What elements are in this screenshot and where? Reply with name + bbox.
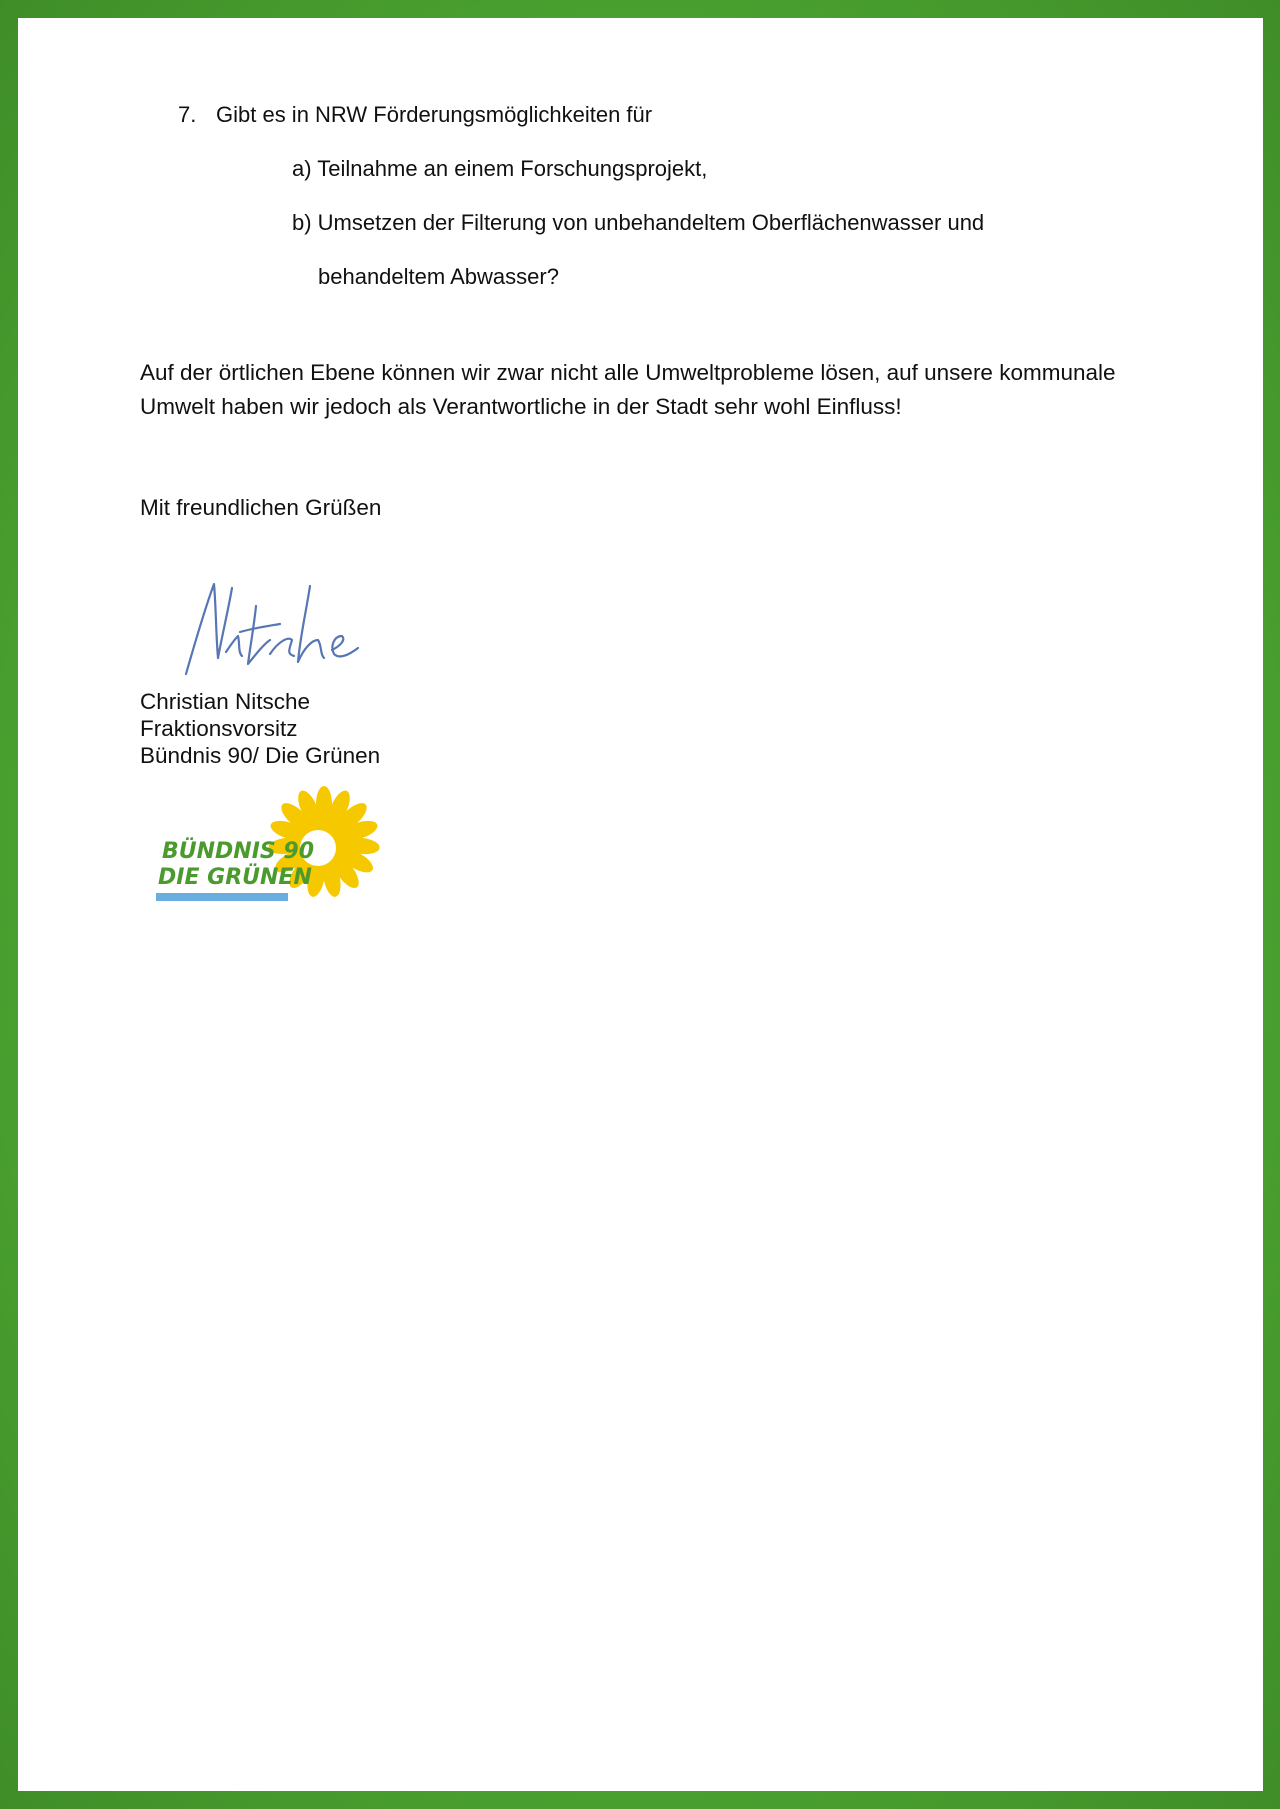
question-item-b-continuation: behandeltem Abwasser? bbox=[318, 264, 559, 289]
handwritten-signature bbox=[170, 566, 380, 686]
question-text: Gibt es in NRW Förderungsmöglichkeiten für bbox=[216, 102, 653, 127]
greeting: Mit freundlichen Grüßen bbox=[140, 495, 382, 520]
logo-line-1: BÜNDNIS 90 bbox=[162, 839, 315, 864]
question-number: 7. bbox=[178, 102, 197, 127]
document-page bbox=[18, 18, 1263, 1791]
signatory-party: Bündnis 90/ Die Grünen bbox=[140, 743, 381, 768]
question-item-a: a) Teilnahme an einem Forschungsprojekt, bbox=[292, 156, 708, 181]
closing-paragraph: Auf der örtlichen Ebene können wir zwar nicht alle Umweltprobleme lösen, auf unsere kommunale Umwelt haben wir jedoch als Verantwortliche in der Stadt sehr wohl Einfluss! bbox=[140, 360, 1116, 419]
question-item-b: b) Umsetzen der Filterung von unbehandeltem Oberflächenwasser und bbox=[292, 210, 985, 235]
logo-bar bbox=[156, 893, 288, 901]
party-logo bbox=[156, 778, 396, 918]
logo-line-2: DIE GRÜNEN bbox=[158, 865, 312, 890]
signatory-block bbox=[140, 688, 380, 769]
signatory-name: Christian Nitsche bbox=[140, 689, 311, 714]
signatory-role: Fraktionsvorsitz bbox=[140, 716, 298, 741]
